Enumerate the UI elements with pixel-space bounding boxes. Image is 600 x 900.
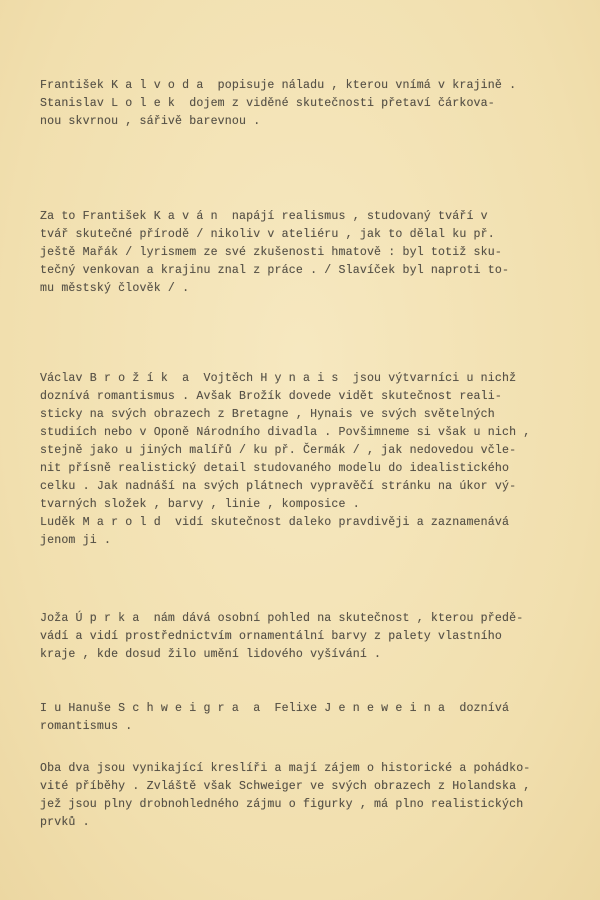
- text-line: vádí a vidí prostřednictvím ornamentální barvy z palety vlastního: [40, 630, 502, 643]
- text-line: kraje , kde dosud žilo umění lidového vyšívání .: [40, 648, 382, 661]
- text-line: jež jsou plny drobnohledného zájmu o figurky , má plno realistických: [40, 798, 524, 811]
- text-line: mu městský člověk / .: [40, 282, 190, 295]
- paragraph-kavan: [40, 208, 585, 298]
- text-line: celku . Jak nadnáší na svých plátnech vypravěčí stránku na úkor vý-: [40, 480, 517, 493]
- text-line: František K a l v o d a popisuje náladu , kterou vnímá v krajině .: [40, 79, 517, 92]
- text-line: Václav B r o ž í k a Vojtěch H y n a i s jsou výtvarníci u nichž: [40, 372, 517, 385]
- text-line: studiích nebo v Oponě Národního divadla . Povšimneme si však u nich ,: [40, 426, 531, 439]
- text-line: romantismus .: [40, 720, 133, 733]
- text-line: Stanislav L o l e k dojem z viděné skutečnosti přetaví čárkova-: [40, 97, 495, 110]
- text-line: tvář skutečné přírodě / nikoliv v ateliéru , jak to dělal ku př.: [40, 228, 495, 241]
- paragraph-brozik-hynais-marold: [40, 370, 585, 550]
- text-line: prvků .: [40, 816, 90, 829]
- text-line: doznívá romantismus . Avšak Brožík dovede vidět skutečnost reali-: [40, 390, 502, 403]
- text-line: jenom ji .: [40, 534, 112, 547]
- paragraph-draftsmen: [40, 760, 585, 832]
- text-line: Joža Ú p r k a nám dává osobní pohled na skutečnost , kterou předě-: [40, 612, 524, 625]
- text-line: nit přísně realistický detail studovaného modelu do idealistického: [40, 462, 510, 475]
- text-line: Luděk M a r o l d vidí skutečnost daleko pravdivěji a zaznamenává: [40, 516, 510, 529]
- text-line: nou skvrnou , sářivě barevnou .: [40, 115, 261, 128]
- text-line: tvarných složek , barvy , linie , komposice .: [40, 498, 360, 511]
- text-line: vité příběhy . Zvláště však Schweiger ve svých obrazech z Holandska ,: [40, 780, 531, 793]
- paragraph-uprka: [40, 610, 585, 664]
- paragraph-schweiger-jenewein: [40, 700, 585, 736]
- paragraph-kalvoda-lolek: [40, 77, 585, 131]
- text-line: sticky na svých obrazech z Bretagne , Hynais ve svých světelných: [40, 408, 495, 421]
- text-line: tečný venkovan a krajinu znal z práce . / Slavíček byl naproti to-: [40, 264, 510, 277]
- text-line: Za to František K a v á n napájí realismus , studovaný tváří v: [40, 210, 488, 223]
- text-line: I u Hanuše S c h w e i g r a a Felixe J e n e w e i n a doznívá: [40, 702, 510, 715]
- text-line: ještě Mařák / lyrismem ze své zkušenosti hmatově : byl totiž sku-: [40, 246, 502, 259]
- text-line: stejně jako u jiných malířů / ku př. Čermák / , jak nedovedou včle-: [40, 444, 517, 457]
- text-line: Oba dva jsou vynikající kreslíři a mají zájem o historické a pohádko-: [40, 762, 531, 775]
